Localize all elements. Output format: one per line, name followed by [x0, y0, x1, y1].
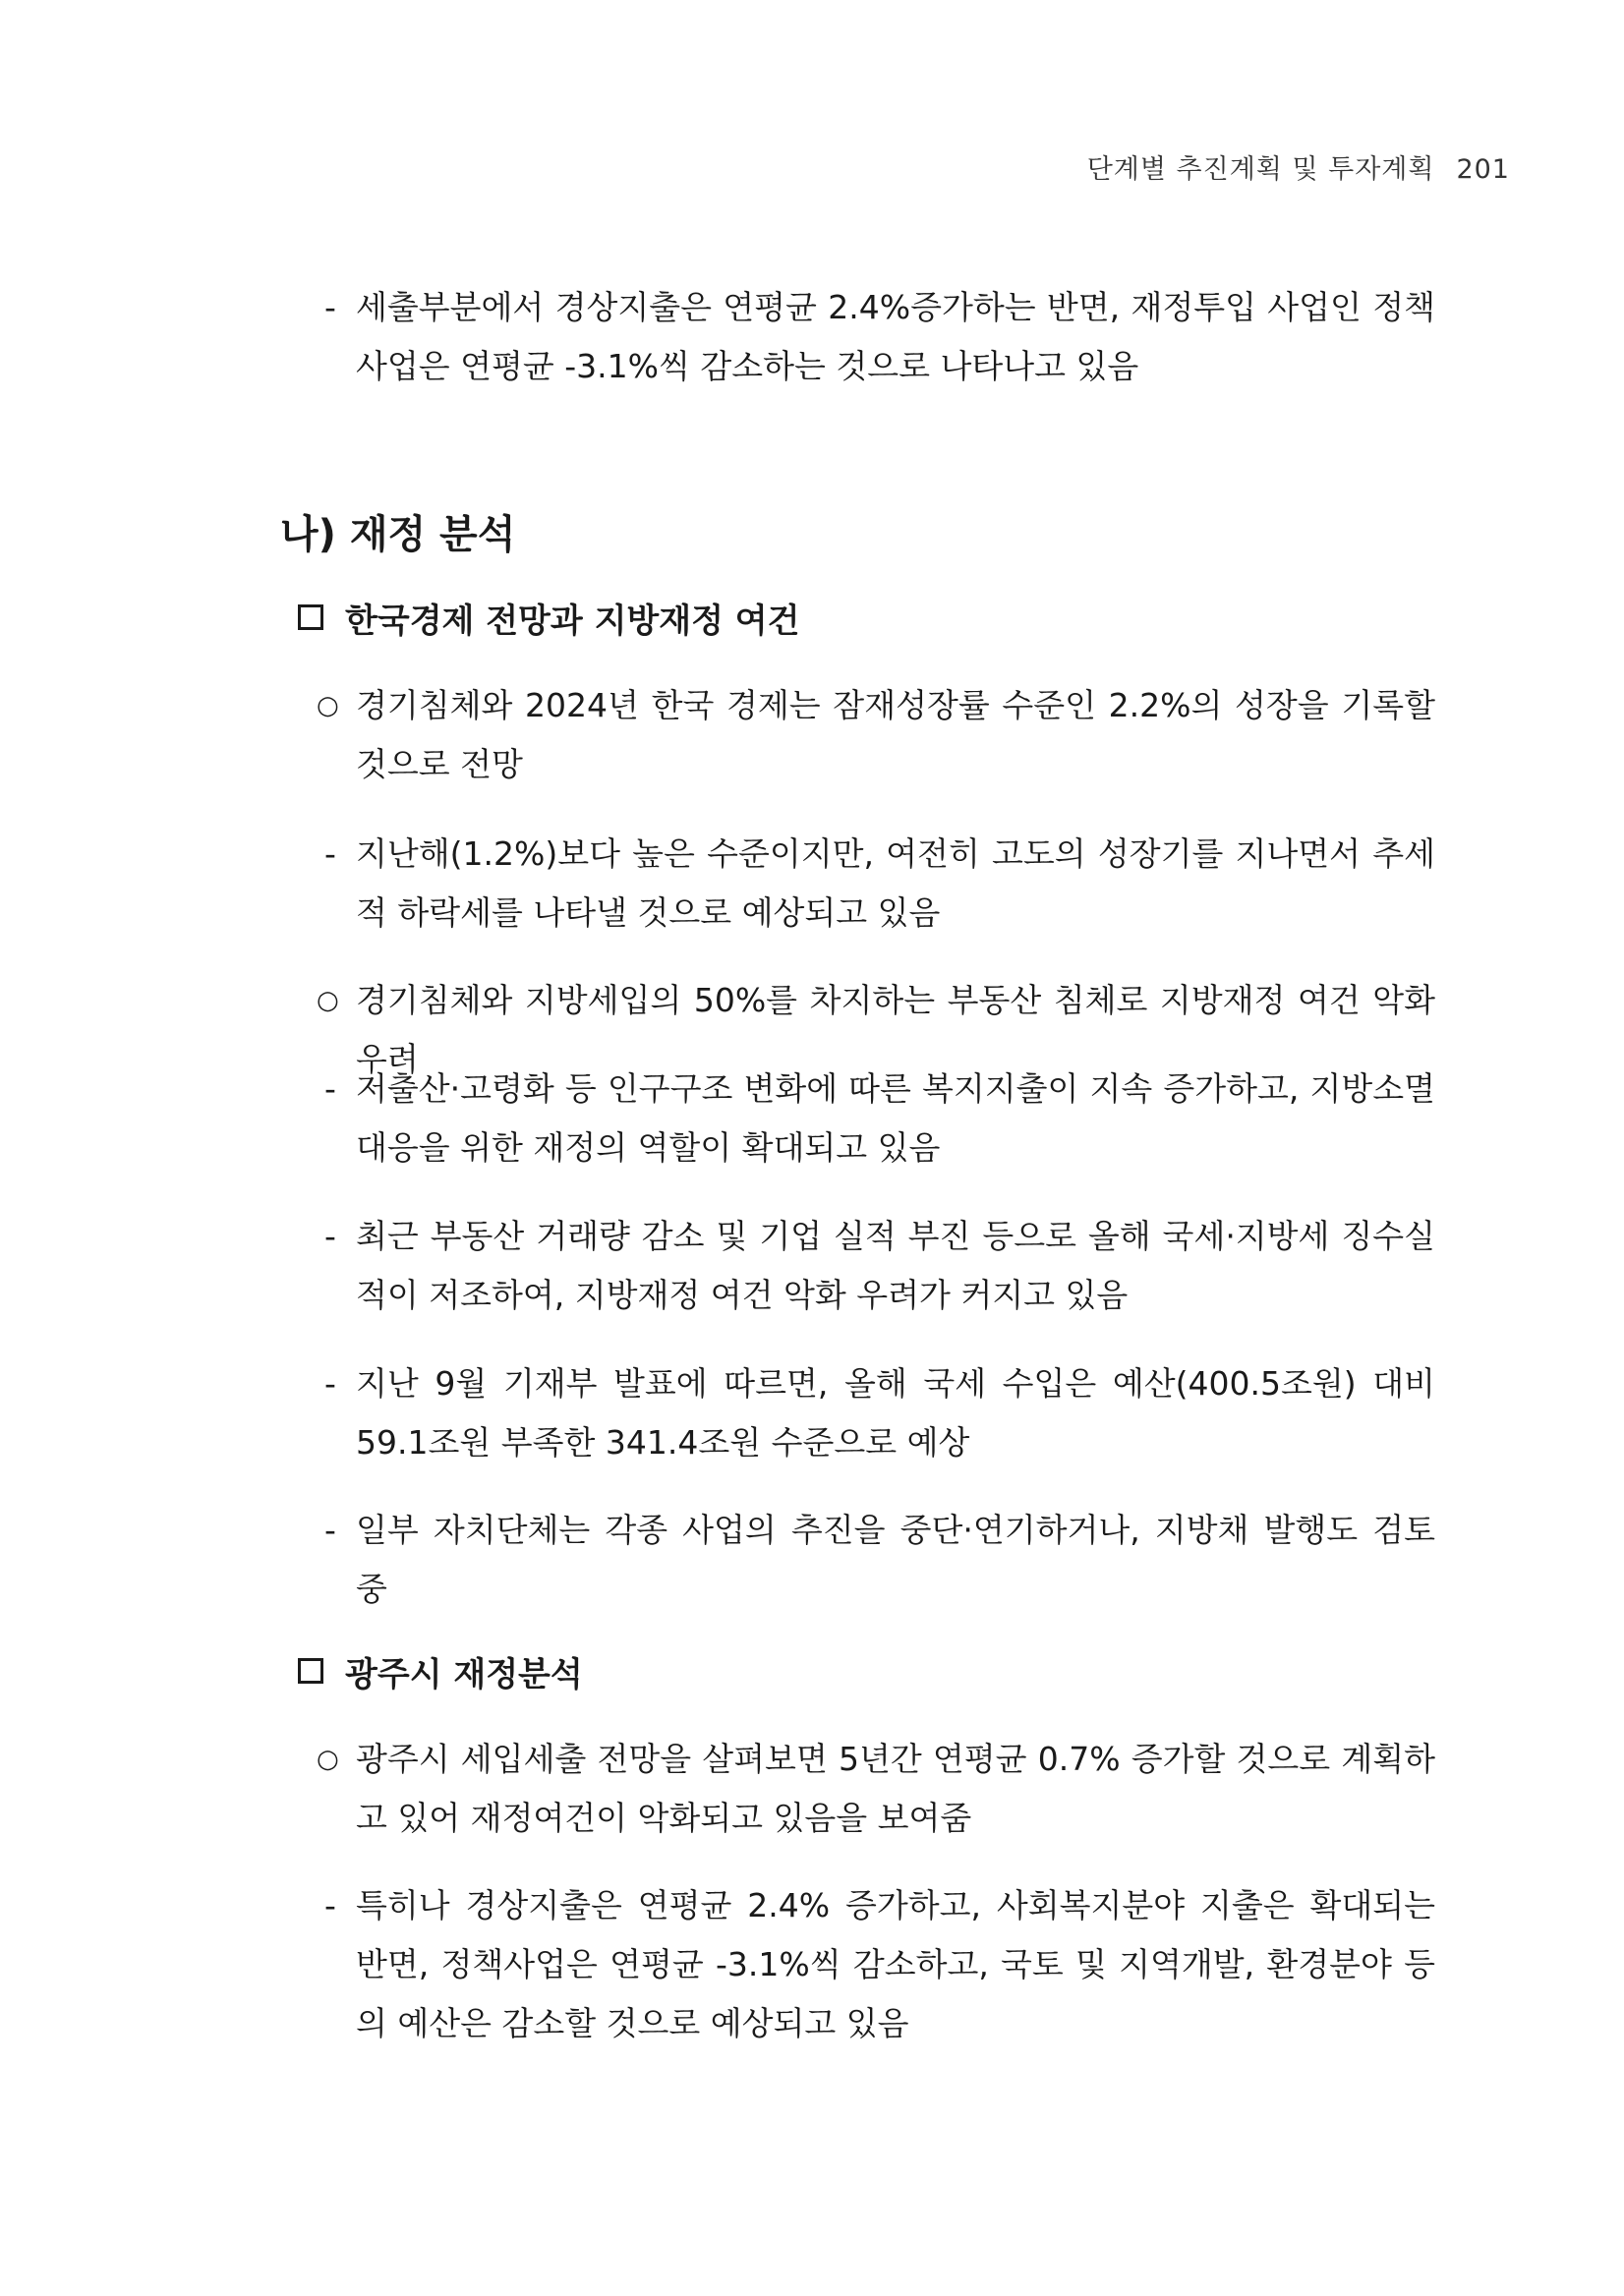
list-item-text: 지난 9월 기재부 발표에 따르면, 올해 국세 수입은 예산(400.5조원) 대비 59.1조원 부족한 341.4조원 수준으로 예상 [356, 1364, 1435, 1462]
dash-marker: - [324, 1886, 336, 1924]
dash-marker: - [324, 1217, 336, 1255]
list-item-text: 지난해(1.2%)보다 높은 수준이지만, 여전히 고도의 성장기를 지나면서 추세적 하락세를 나타낼 것으로 예상되고 있음 [356, 834, 1435, 932]
list-item-text: 광주시 세입세출 전망을 살펴보면 5년간 연평균 0.7% 증가할 것으로 계획하고 있어 재정여건이 악화되고 있음을 보여줌 [356, 1740, 1435, 1837]
page-number: 201 [1456, 154, 1510, 185]
checkbox-square-icon [298, 604, 323, 630]
checkbox-square-icon [298, 1658, 323, 1684]
circle-bullet-icon: ○ [317, 1745, 339, 1774]
list-item [324, 1876, 1435, 2053]
dash-marker: - [324, 1364, 336, 1403]
intro-text: 세출부분에서 경상지출은 연평균 2.4%증가하는 반면, 재정투입 사업인 정책사업은 연평균 -3.1%씩 감소하는 것으로 나타나고 있음 [356, 288, 1435, 385]
subsection-title [298, 594, 799, 642]
section-title: 나) 재정 분석 [280, 512, 516, 557]
list-item [324, 1354, 1435, 1472]
list-item-text: 경기침체와 2024년 한국 경제는 잠재성장률 수준인 2.2%의 성장을 기록할 것으로 전망 [356, 686, 1435, 783]
list-item [317, 1730, 1435, 1848]
list-item-text: 경기침체와 지방세입의 50%를 차지하는 부동산 침체로 지방재정 여건 악화 우려 [356, 981, 1435, 1078]
list-item-text: 최근 부동산 거래량 감소 및 기업 실적 부진 등으로 올해 국세·지방세 징수실적이 저조하여, 지방재정 여건 악화 우려가 커지고 있음 [356, 1217, 1435, 1314]
list-item-text: 특히나 경상지출은 연평균 2.4% 증가하고, 사회복지분야 지출은 확대되는 반면, 정책사업은 연평균 -3.1%씩 감소하고, 국토 및 지역개발, 환경분야 등의 예산은 감소할 것으로 예상되고 있음 [356, 1886, 1435, 2042]
dash-marker: - [324, 288, 336, 326]
list-item [324, 1207, 1435, 1325]
subsection-title-text: 한국경제 전망과 지방재정 여건 [345, 602, 800, 641]
list-item-text: 일부 자치단체는 각종 사업의 추진을 중단·연기하거나, 지방채 발행도 검토 중 [356, 1511, 1435, 1608]
list-item [324, 1501, 1435, 1619]
subsection-title-text: 광주시 재정분석 [345, 1655, 583, 1694]
dash-marker: - [324, 834, 336, 873]
intro-paragraph [324, 278, 1435, 396]
header-title: 단계별 추진계획 및 투자계획 [1086, 154, 1435, 185]
dash-marker: - [324, 1511, 336, 1549]
circle-bullet-icon: ○ [317, 691, 339, 720]
list-item [324, 1060, 1435, 1177]
dash-marker: - [324, 1069, 336, 1108]
subsection-title [298, 1647, 583, 1695]
running-header [1087, 147, 1510, 186]
list-item-text: 저출산·고령화 등 인구구조 변화에 따른 복지지출이 지속 증가하고, 지방소멸 대응을 위한 재정의 역할이 확대되고 있음 [356, 1069, 1435, 1167]
list-item [317, 676, 1435, 794]
list-item [324, 825, 1435, 943]
circle-bullet-icon: ○ [317, 986, 339, 1015]
